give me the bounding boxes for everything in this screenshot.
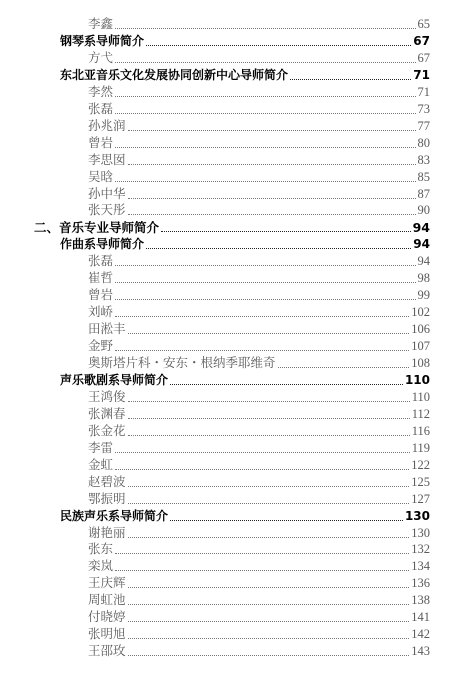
toc-entry[interactable]	[88, 252, 430, 269]
toc-entry[interactable]	[88, 151, 430, 168]
dot-leader	[115, 316, 409, 317]
toc-entry-label: 奥斯塔片科・安东・根纳季耶维奇	[88, 356, 276, 370]
toc-entry-page-number: 119	[411, 440, 430, 455]
dot-leader	[115, 299, 415, 300]
toc-entry-page-number: 130	[411, 525, 430, 540]
toc-entry-label: 李然	[88, 84, 114, 99]
toc-entry-label: 声乐歌剧系导师简介	[60, 372, 169, 387]
toc-entry-label: 王庆辉	[88, 576, 126, 591]
dot-leader	[115, 452, 410, 453]
toc-entry-label: 孙兆润	[88, 118, 126, 133]
dot-leader	[146, 248, 411, 249]
toc-entry-label: 张磊	[88, 101, 114, 116]
toc-entry[interactable]	[88, 15, 430, 32]
toc-entry-label: 二、音乐专业导师简介	[34, 220, 160, 236]
toc-entry-page-number: 143	[411, 644, 430, 659]
toc-entry-page-number: 107	[411, 339, 430, 354]
dot-leader	[290, 79, 411, 80]
toc-entry[interactable]	[88, 557, 430, 574]
toc-entry-label: 王邵玫	[88, 644, 126, 659]
toc-entry-label: 王鸿俊	[88, 389, 126, 404]
toc-entry-page-number: 94	[413, 237, 430, 252]
toc-entry-page-number: 67	[413, 33, 430, 48]
toc-entry[interactable]	[88, 201, 430, 218]
toc-entry-label: 张东	[88, 542, 114, 557]
toc-entry-page-number: 83	[417, 152, 430, 167]
toc-entry-page-number: 90	[417, 203, 430, 218]
toc-entry-page-number: 80	[417, 135, 430, 150]
toc-entry[interactable]	[88, 100, 430, 117]
dot-leader	[115, 553, 409, 554]
toc-entry-page-number: 125	[411, 474, 430, 489]
dot-leader	[115, 350, 409, 351]
toc-entry-page-number: 85	[417, 169, 430, 184]
toc-entry-page-number: 122	[411, 457, 430, 472]
dot-leader	[115, 147, 415, 148]
toc-entry-page-number: 112	[411, 406, 430, 421]
toc-entry-page-number: 99	[417, 288, 430, 303]
toc-entry-label: 刘峤	[88, 305, 114, 320]
toc-entry[interactable]	[88, 422, 430, 439]
toc-entry-page-number: 71	[413, 67, 430, 82]
toc-entry[interactable]	[88, 269, 430, 286]
toc-entry-page-number: 134	[411, 559, 430, 574]
toc-entry-label: 张金花	[88, 423, 126, 438]
dot-leader	[128, 503, 410, 504]
toc-entry-page-number: 67	[417, 50, 430, 65]
dot-leader	[128, 418, 410, 419]
toc-entry[interactable]	[88, 524, 430, 541]
toc-entry-label: 吴晗	[88, 169, 114, 184]
toc-entry-label: 崔哲	[88, 271, 114, 286]
dot-leader	[115, 570, 409, 571]
toc-entry-label: 周虹池	[88, 593, 126, 608]
dot-leader	[128, 333, 410, 334]
toc-entry-label: 东北亚音乐文化发展协同创新中心导师简介	[60, 67, 289, 82]
toc-entry-page-number: 102	[411, 305, 430, 320]
toc-entry-label: 张天彤	[88, 203, 126, 218]
toc-entry[interactable]	[88, 456, 430, 473]
dot-leader	[128, 638, 410, 639]
toc-entry[interactable]	[88, 320, 430, 337]
toc-entry-page-number: 142	[411, 627, 430, 642]
dot-leader	[128, 401, 410, 402]
dot-leader	[128, 587, 410, 588]
toc-entry-page-number: 71	[417, 84, 430, 99]
toc-entry[interactable]	[88, 117, 430, 134]
toc-entry[interactable]	[88, 388, 430, 405]
toc-entry[interactable]	[88, 642, 430, 659]
toc-entry[interactable]	[88, 337, 430, 354]
dot-leader	[128, 435, 410, 436]
dot-leader	[115, 113, 415, 114]
dot-leader	[128, 198, 416, 199]
toc-entry-label: 田淞丰	[88, 322, 126, 337]
toc-entry-label: 金野	[88, 339, 114, 354]
dot-leader	[115, 469, 409, 470]
dot-leader	[128, 214, 416, 215]
dot-leader	[128, 621, 410, 622]
toc-entry[interactable]	[60, 66, 430, 83]
dot-leader	[115, 62, 415, 63]
toc-entry[interactable]	[88, 49, 430, 66]
toc-entry-label: 谢艳丽	[88, 525, 126, 540]
toc-entry-label: 曾岩	[88, 135, 114, 150]
toc-entry[interactable]	[88, 185, 430, 202]
toc-entry[interactable]	[88, 83, 430, 100]
toc-entry[interactable]	[88, 405, 430, 422]
toc-entry-page-number: 130	[404, 508, 430, 523]
toc-entry-label: 张磊	[88, 254, 114, 269]
dot-leader	[115, 96, 415, 97]
dot-leader	[115, 181, 415, 182]
dot-leader	[115, 28, 415, 29]
dot-leader	[128, 486, 410, 487]
toc-entry[interactable]	[88, 168, 430, 185]
dot-leader	[128, 655, 410, 656]
toc-entry-label: 李雷	[88, 440, 114, 455]
toc-entry-label: 栾岚	[88, 559, 114, 574]
toc-entry-label: 付晓婷	[88, 610, 126, 625]
dot-leader	[128, 164, 416, 165]
toc-entry[interactable]	[60, 507, 430, 524]
dot-leader	[128, 604, 410, 605]
dot-leader	[128, 537, 410, 538]
toc-entry[interactable]	[60, 235, 430, 252]
toc-entry-page-number: 110	[411, 389, 430, 404]
toc-entry[interactable]	[88, 608, 430, 625]
toc-entry-label: 金虹	[88, 457, 114, 472]
dot-leader	[115, 265, 415, 266]
toc-entry-page-number: 87	[417, 186, 430, 201]
toc-entry[interactable]	[88, 473, 430, 490]
toc-entry-page-number: 94	[412, 220, 430, 236]
dot-leader	[170, 520, 403, 521]
toc-entry[interactable]	[88, 286, 430, 303]
dot-leader	[128, 130, 416, 131]
toc-entry-label: 赵碧波	[88, 474, 126, 489]
toc-entry-page-number: 141	[411, 610, 430, 625]
toc-entry-label: 曾岩	[88, 288, 114, 303]
toc-entry[interactable]	[88, 625, 430, 642]
toc-entry-page-number: 136	[411, 576, 430, 591]
dot-leader	[170, 384, 403, 385]
toc-entry-label: 李思囡	[88, 152, 126, 167]
toc-entry[interactable]	[60, 371, 430, 388]
toc-entry-page-number: 65	[417, 17, 430, 31]
toc-entry-page-number: 127	[411, 491, 430, 506]
toc-entry-page-number: 132	[411, 542, 430, 557]
toc-entry-page-number: 98	[417, 271, 430, 286]
toc-entry-label: 作曲系导师简介	[60, 237, 145, 252]
toc-entry-page-number: 77	[417, 118, 430, 133]
toc-entry-label: 李鑫	[88, 17, 114, 31]
toc-entry-label: 方弋	[88, 50, 114, 65]
toc-entry-page-number: 108	[411, 356, 430, 370]
toc-entry[interactable]	[34, 218, 430, 235]
toc-entry[interactable]	[88, 303, 430, 320]
toc-entry-label: 民族声乐系导师简介	[60, 508, 169, 523]
toc-entry[interactable]	[88, 574, 430, 591]
toc-entry[interactable]	[88, 540, 430, 557]
toc-entry[interactable]	[88, 354, 430, 371]
toc-entry-page-number: 116	[411, 423, 430, 438]
dot-leader	[161, 231, 411, 232]
toc-entry-label: 张渊春	[88, 406, 126, 421]
toc-entry-label: 鄂振明	[88, 491, 126, 506]
toc-entry-label: 钢琴系导师简介	[60, 33, 145, 48]
toc-entry[interactable]	[88, 490, 430, 507]
toc-entry-label: 张明旭	[88, 627, 126, 642]
dot-leader	[146, 45, 411, 46]
toc-entry[interactable]	[88, 134, 430, 151]
dot-leader	[115, 282, 415, 283]
toc-entry[interactable]	[60, 32, 430, 49]
toc-entry-page-number: 138	[411, 593, 430, 608]
toc-entry-label: 孙中华	[88, 186, 126, 201]
toc-entry[interactable]	[88, 591, 430, 608]
dot-leader	[278, 367, 410, 368]
toc-entry-page-number: 106	[411, 322, 430, 337]
toc-entry-page-number: 73	[417, 101, 430, 116]
toc-entry[interactable]	[88, 439, 430, 456]
toc-entry-page-number: 110	[404, 372, 430, 387]
toc-entry-page-number: 94	[417, 254, 430, 269]
